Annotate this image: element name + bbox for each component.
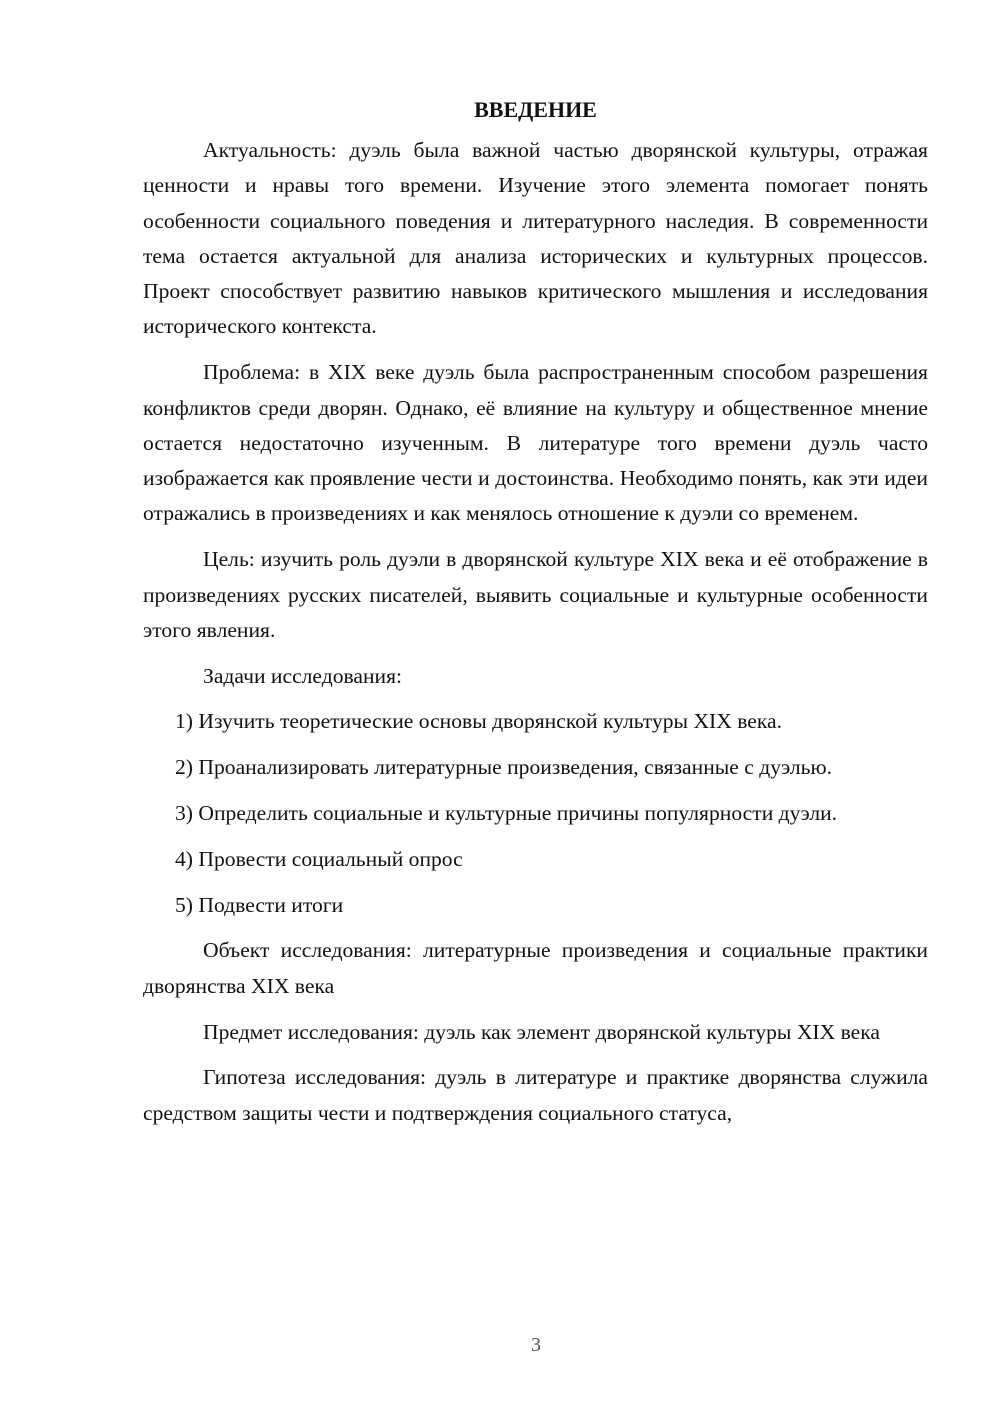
page-title: ВВЕДЕНИЕ (474, 97, 597, 122)
page-number: 3 (531, 1334, 541, 1356)
document-page (143, 96, 928, 1141)
tasks-heading: Задачи исследования: (203, 663, 403, 688)
problem-paragraph: Проблема: в XIX веке дуэль была распространенным способом разрешения конфликтов среди дворян. Однако, её влияние на культуру и общественное мнение остается недостаточно изученным. В литературе того времени дуэль часто изображается как проявление чести и достоинства. Необходимо понять, как эти идеи отражались в произведениях и как менялось отношение к дуэли со временем. (143, 360, 928, 526)
subject-paragraph: Предмет исследования: дуэль как элемент дворянской культуры XIX века (203, 1019, 880, 1044)
task-item: 4) Провести социальный опрос (175, 846, 463, 871)
object-paragraph: Объект исследования: литературные произведения и социальные практики дворянства XIX века (143, 938, 928, 998)
relevance-paragraph: Актуальность: дуэль была важной частью дворянской культуры, отражая ценности и нравы того времени. Изучение этого элемента помогает понять особенности социального поведения и литературного наследия. В современности тема остается актуальной для анализа исторических и культурных процессов. Проект способствует развитию навыков критического мышления и исследования исторического контекста. (143, 138, 928, 339)
goal-paragraph: Цель: изучить роль дуэли в дворянской культуре XIX века и её отображение в произведениях русских писателей, выявить социальные и культурные особенности этого явления. (143, 547, 928, 642)
task-item: 3) Определить социальные и культурные причины популярности дуэли. (175, 801, 838, 826)
task-item: 1) Изучить теоретические основы дворянской культуры XIX века. (175, 709, 783, 734)
task-item: 2) Проанализировать литературные произведения, связанные с дуэлью. (175, 755, 833, 780)
task-item: 5) Подвести итоги (175, 892, 344, 917)
hypothesis-paragraph: Гипотеза исследования: дуэль в литературе и практике дворянства служила средством защиты чести и подтверждения социального статуса, (143, 1065, 928, 1125)
